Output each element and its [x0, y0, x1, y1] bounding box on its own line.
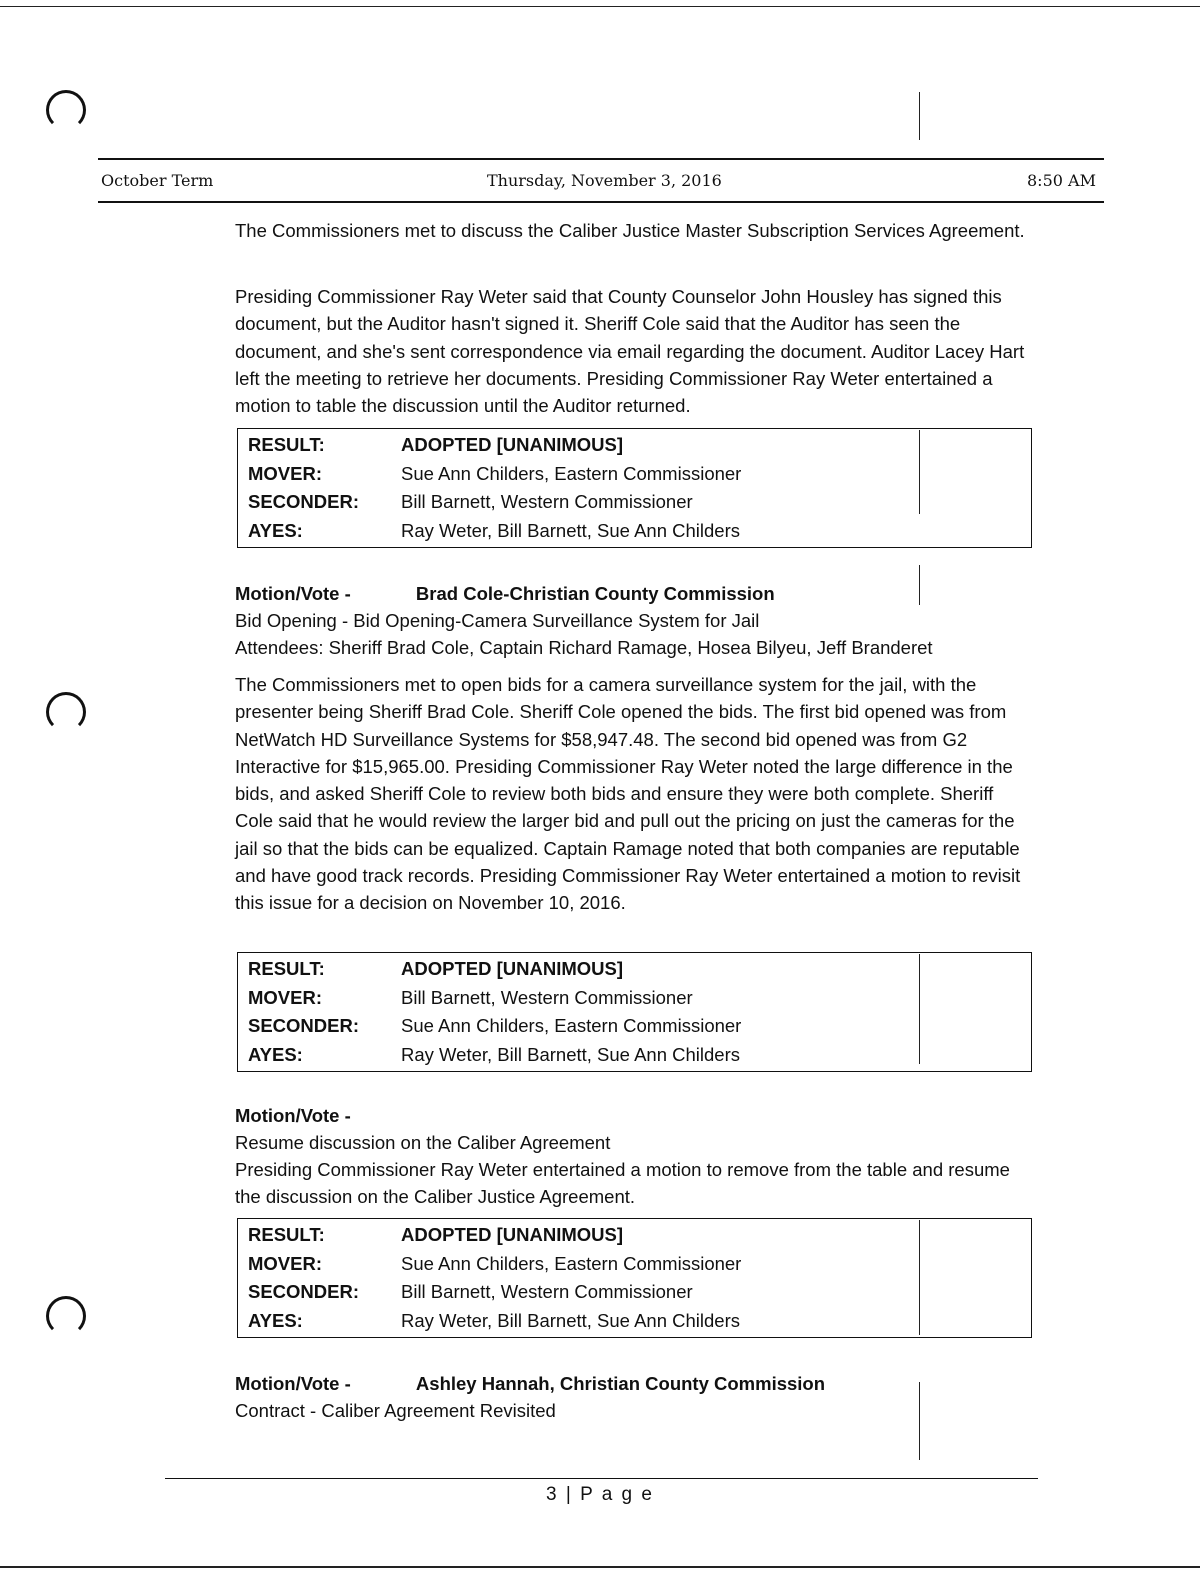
motion-label: Motion/Vote -: [235, 1105, 351, 1126]
header-rule-top: [98, 158, 1104, 160]
vote-table: [237, 1218, 1032, 1338]
header-rule-bottom: [98, 201, 1104, 203]
scan-mark: [919, 92, 920, 140]
vote-row-ayes: [238, 517, 1031, 546]
punch-hole-bottom: [46, 1296, 86, 1336]
vote-row-seconder: [238, 1278, 1031, 1307]
presenter: Brad Cole-Christian County Commission: [415, 583, 775, 604]
vote-value: Sue Ann Childers, Eastern Commissioner: [401, 1015, 742, 1036]
paragraph: The Commissioners met to open bids for a camera surveillance system for the jail, with the presenter being Sheriff Brad Cole. Sheriff Cole opened the bids. The first bid opened was from NetWatch HD Surveillance Systems for $58,947.48. The second bid opened was from G2 Interactive for $15,965.00. Presiding Commissioner Ray Weter noted the large difference in the bids, and asked Sheriff Cole to review both bids and ensure they were both complete. Sheriff Cole said that he would review the larger bid and pull out the pricing on just the cameras for the jail so that the bids can be equalized. Captain Ramage noted that both companies are reputable and have good track records. Presiding Commissioner Ray Weter entertained a motion to revisit this issue for a decision on November 10, 2016.: [235, 674, 1021, 914]
vote-value: Ray Weter, Bill Barnett, Sue Ann Childers: [401, 1043, 740, 1065]
vote-row-seconder: [238, 1012, 1031, 1041]
attendees-line: Attendees: Sheriff Brad Cole, Captain Richard Ramage, Hosea Bilyeu, Jeff Branderet: [235, 637, 933, 658]
vote-row-ayes: [238, 1307, 1031, 1336]
vote-label: MOVER:: [248, 462, 322, 484]
motion-label: Motion/Vote -: [235, 583, 351, 604]
scan-top-edge: [0, 6, 1200, 7]
punch-hole-middle: [46, 692, 86, 732]
paragraph: Presiding Commissioner Ray Weter entertained a motion to remove from the table and resume the discussion on the Caliber Justice Agreement.: [235, 1159, 1010, 1208]
vote-value: Sue Ann Childers, Eastern Commissioner: [401, 1252, 742, 1274]
page-number: 3 | P a g e: [546, 1484, 654, 1505]
header-term: October Term: [101, 171, 214, 190]
vote-label: MOVER:: [248, 986, 322, 1008]
vote-value: Ray Weter, Bill Barnett, Sue Ann Childers: [401, 519, 740, 541]
section3-title: Resume discussion on the Caliber Agreement: [235, 1132, 611, 1153]
vote-label: RESULT:: [248, 1224, 325, 1245]
vote-label: RESULT:: [248, 958, 325, 979]
vote-value: Bill Barnett, Western Commissioner: [401, 1281, 693, 1302]
vote-row-ayes: [238, 1041, 1031, 1070]
paragraph: The Commissioners met to discuss the Caliber Justice Master Subscription Services Agreement.: [235, 220, 1025, 241]
vote-row-result: [238, 431, 1031, 460]
header-time: 8:50 AM: [1027, 171, 1096, 190]
vote-row-seconder: [238, 488, 1031, 517]
vote-value: Bill Barnett, Western Commissioner: [401, 986, 693, 1008]
section2-body: [235, 671, 1035, 917]
vote-label: SECONDER:: [248, 1281, 360, 1302]
section3-body: [235, 1156, 1035, 1211]
contract-line: Contract - Caliber Agreement Revisited: [235, 1400, 556, 1421]
section4-heading: [235, 1370, 825, 1397]
vote-value: Sue Ann Childers, Eastern Commissioner: [401, 462, 742, 484]
section2-heading: [235, 580, 775, 607]
motion-label: Motion/Vote -: [235, 1373, 351, 1394]
vote-label: MOVER:: [248, 1252, 322, 1274]
vote-row-mover: [238, 460, 1031, 489]
vote-label: SECONDER:: [248, 1015, 360, 1036]
vote-table: [237, 952, 1032, 1072]
section1-intro: [235, 217, 1035, 244]
vote-row-result: [238, 1221, 1031, 1250]
scan-mark: [919, 1382, 920, 1460]
vote-label: AYES:: [248, 1309, 303, 1331]
vote-row-mover: [238, 1250, 1031, 1279]
paragraph: Presiding Commissioner Ray Weter said that County Counselor John Housley has signed this document, but the Auditor hasn't signed it. Sheriff Cole said that the Auditor has seen the document, and she's sent correspondence via email regarding the document. Auditor Lacey Hart left the meeting to retrieve her documents. Presiding Commissioner Ray Weter entertained a motion to table the discussion until the Auditor returned.: [235, 286, 1025, 417]
footer-rule: [165, 1478, 1038, 1479]
presenter: Ashley Hannah, Christian County Commission: [415, 1373, 826, 1394]
vote-table: [237, 428, 1032, 548]
vote-label: RESULT:: [248, 434, 325, 455]
scan-mark: [919, 565, 920, 605]
bid-opening-line: Bid Opening - Bid Opening-Camera Surveillance System for Jail: [235, 610, 760, 631]
vote-value: ADOPTED [UNANIMOUS]: [401, 958, 623, 979]
punch-hole-top: [46, 90, 86, 130]
vote-value: Ray Weter, Bill Barnett, Sue Ann Childers: [401, 1309, 740, 1331]
vote-value: ADOPTED [UNANIMOUS]: [401, 1224, 623, 1245]
vote-row-mover: [238, 984, 1031, 1013]
vote-value: Bill Barnett, Western Commissioner: [401, 491, 693, 512]
scan-bottom-edge: [0, 1566, 1200, 1568]
header-date: Thursday, November 3, 2016: [487, 171, 722, 190]
vote-value: ADOPTED [UNANIMOUS]: [401, 434, 623, 455]
section1-body: [235, 283, 1035, 419]
vote-label: AYES:: [248, 1043, 303, 1065]
vote-label: SECONDER:: [248, 491, 360, 512]
vote-label: AYES:: [248, 519, 303, 541]
vote-row-result: [238, 955, 1031, 984]
